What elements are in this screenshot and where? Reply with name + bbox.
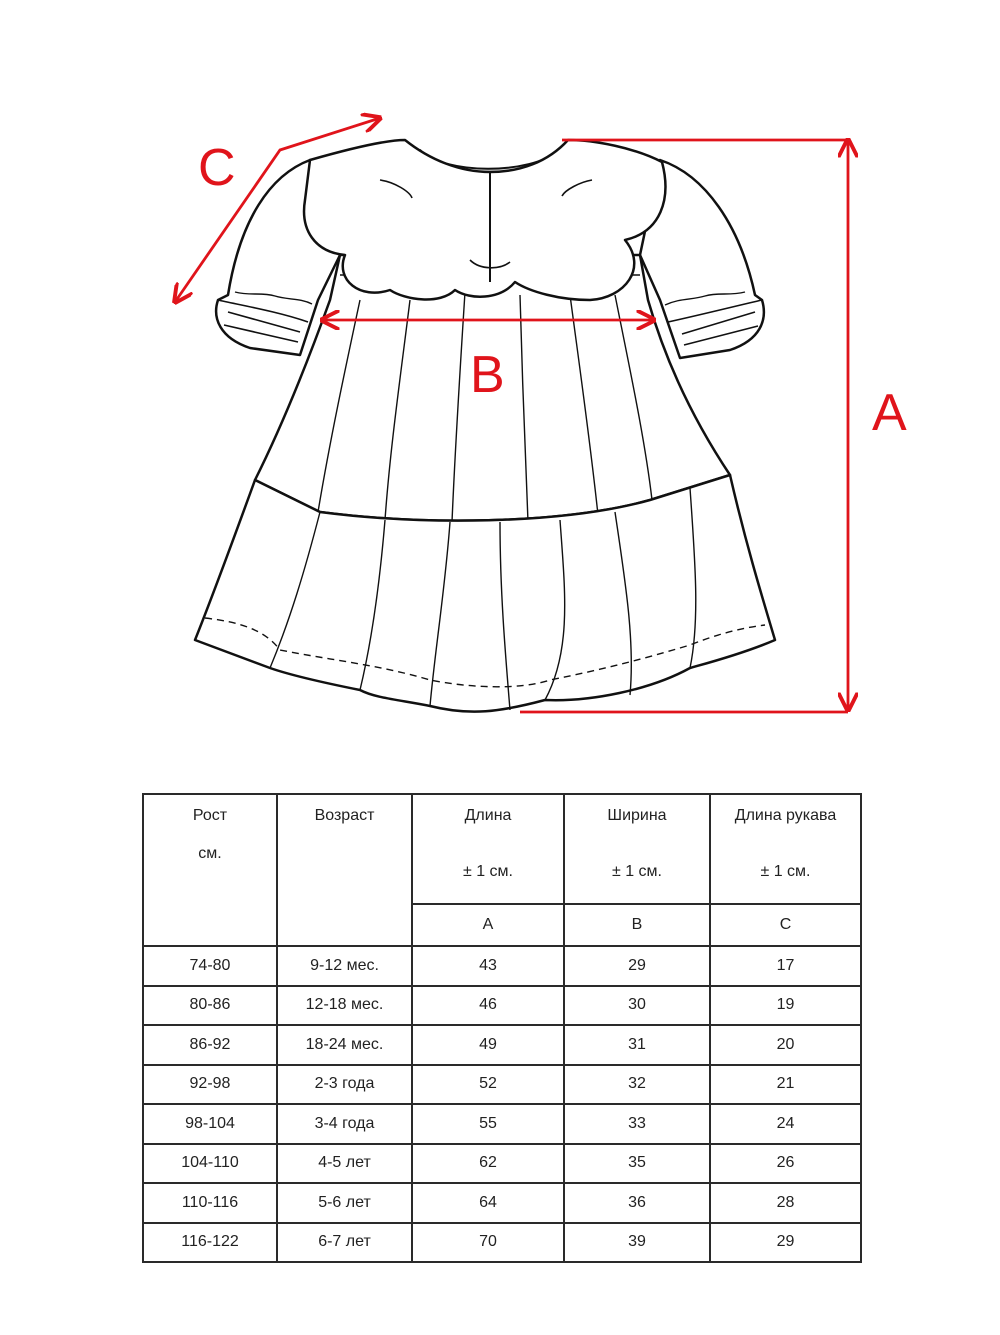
cell-age: 5-6 лет [277, 1183, 412, 1223]
header-sub-c: C [710, 904, 861, 946]
cell-height: 104-110 [143, 1144, 277, 1184]
table-row [143, 1104, 861, 1144]
label-c: C [198, 139, 236, 197]
header-sleeve-length: Длина рукава ± 1 см. [710, 794, 861, 904]
cell-age: 12-18 мес. [277, 986, 412, 1026]
cell-age: 18-24 мес. [277, 1025, 412, 1065]
header-sub-a: A [412, 904, 564, 946]
cell-age: 2-3 года [277, 1065, 412, 1105]
cell-width: 33 [564, 1104, 710, 1144]
cell-width: 35 [564, 1144, 710, 1184]
header-age: Возраст [277, 794, 412, 946]
table-row [143, 1183, 861, 1223]
cell-length: 46 [412, 986, 564, 1026]
header-length: Длина ± 1 см. [412, 794, 564, 904]
dress-drawing [195, 140, 775, 712]
cell-sleeve: 28 [710, 1183, 861, 1223]
cell-sleeve: 26 [710, 1144, 861, 1184]
table-row [143, 1025, 861, 1065]
cell-sleeve: 17 [710, 946, 861, 986]
cell-width: 30 [564, 986, 710, 1026]
cell-length: 70 [412, 1223, 564, 1263]
header-height: Рост см. [143, 794, 277, 946]
cell-length: 43 [412, 946, 564, 986]
table-row [143, 1065, 861, 1105]
cell-height: 86-92 [143, 1025, 277, 1065]
cell-sleeve: 20 [710, 1025, 861, 1065]
header-sub-b: B [564, 904, 710, 946]
table-row [143, 1144, 861, 1184]
cell-length: 55 [412, 1104, 564, 1144]
table-row [143, 986, 861, 1026]
cell-age: 4-5 лет [277, 1144, 412, 1184]
size-table [142, 793, 862, 1263]
collar [304, 140, 665, 300]
cell-height: 74-80 [143, 946, 277, 986]
cell-width: 36 [564, 1183, 710, 1223]
cell-age: 9-12 мес. [277, 946, 412, 986]
cell-age: 6-7 лет [277, 1223, 412, 1263]
cell-sleeve: 21 [710, 1065, 861, 1105]
cell-height: 92-98 [143, 1065, 277, 1105]
cell-length: 52 [412, 1065, 564, 1105]
cell-age: 3-4 года [277, 1104, 412, 1144]
cell-width: 32 [564, 1065, 710, 1105]
cell-sleeve: 19 [710, 986, 861, 1026]
cell-height: 80-86 [143, 986, 277, 1026]
table-row [143, 946, 861, 986]
cell-height: 116-122 [143, 1223, 277, 1263]
cell-sleeve: 29 [710, 1223, 861, 1263]
cell-length: 62 [412, 1144, 564, 1184]
cell-width: 39 [564, 1223, 710, 1263]
label-b: B [470, 346, 505, 404]
cell-width: 29 [564, 946, 710, 986]
cell-length: 49 [412, 1025, 564, 1065]
cell-height: 110-116 [143, 1183, 277, 1223]
cell-width: 31 [564, 1025, 710, 1065]
cell-length: 64 [412, 1183, 564, 1223]
table-row [143, 1223, 861, 1263]
cell-sleeve: 24 [710, 1104, 861, 1144]
label-a: A [872, 384, 907, 442]
cell-height: 98-104 [143, 1104, 277, 1144]
header-width: Ширина ± 1 см. [564, 794, 710, 904]
